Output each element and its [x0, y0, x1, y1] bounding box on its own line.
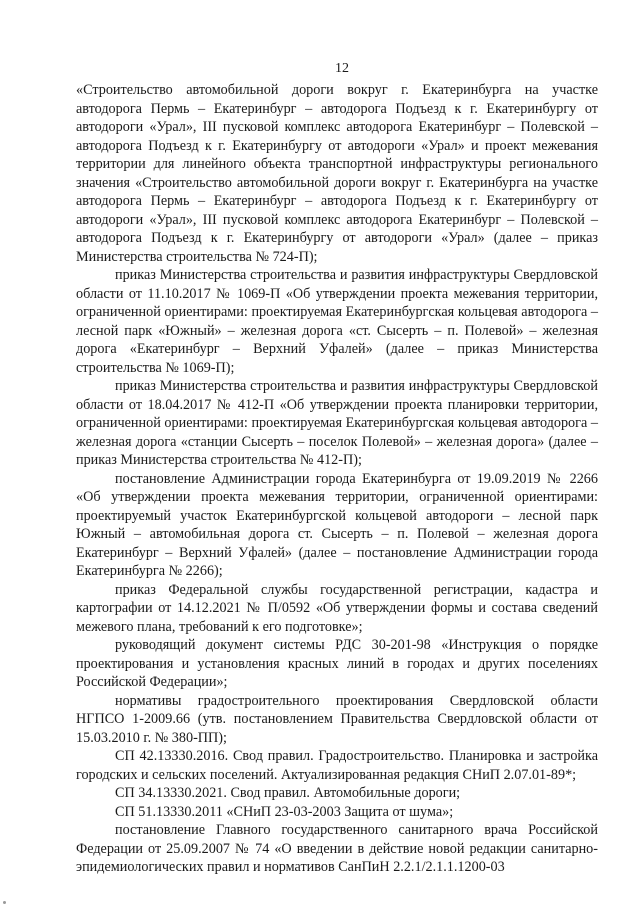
- paragraph: СП 34.13330.2021. Свод правил. Автомобильные дороги;: [115, 785, 461, 801]
- paragraph: «Строительство автомобильной дороги вокруг г. Екатеринбурга на участке автодорога Пермь – Екатеринбург – автодорога Подъезд к г. Екатеринбургу от автодороги «Урал», III пусковой комплекс автодорога Екатеринбург – Полевской – автодорога Подъезд к г. Екатеринбургу от автодороги «Урал» и проект межевания территории для линейного объекта транспортной инфраструктуры регионального значения «Строительство автомобильной дороги вокруг г. Екатеринбурга на участке автодорога Пермь – Екатеринбург – автодорога Подъезд к г. Екатеринбургу от автодороги «Урал», III пусковой комплекс автодорога Екатеринбург – Полевской – автодорога Подъезд к г. Екатеринбургу от автодороги «Урал» (далее – приказ Министерства строительства № 724-П);: [76, 82, 598, 265]
- document-body: [76, 81, 598, 877]
- paragraph: СП 51.13330.2011 «СНиП 23-03-2003 Защита от шума»;: [115, 803, 454, 820]
- paragraph: постановление Администрации города Екатеринбурга от 19.09.2019 № 2266 «Об утверждении проекта межевания территории, ограниченной ориентирами: проектируемый участок Екатеринбургской кольцевой автодороги – лесной парк Южный – автомобильная дорога ст. Сысерть – п. Полевой – железная дорога Екатеринбург – Верхний Уфалей» (далее – постановление Администрации города Екатеринбурга № 2266);: [76, 470, 598, 579]
- paragraph: приказ Федеральной службы государственной регистрации, кадастра и картографии от 14.12.2021 № П/0592 «Об утверждении формы и состава сведений межевого плана, требований к его подготовке»;: [76, 581, 598, 635]
- paragraph: СП 42.13330.2016. Свод правил. Градостроительство. Планировка и застройка городских и сельских поселений. Актуализированная редакция СНиП 2.07.01-89*;: [76, 748, 598, 783]
- paragraph: нормативы градостроительного проектирования Свердловской области НГПСО 1-2009.66 (утв. постановлением Правительства Свердловской области от 15.03.2010 г. № 380-ПП);: [76, 692, 598, 746]
- paragraph: постановление Главного государственного санитарного врача Российской Федерации от 25.09.2007 № 74 «О введении в действие новой редакции санитарно-эпидемиологических правил и нормативов СанПиН 2.2.1/2.1.1.1200-03: [76, 822, 598, 875]
- paragraph: приказ Министерства строительства и развития инфраструктуры Свердловской области от 11.10.2017 № 1069-П «Об утверждении проекта межевания территории, ограниченной ориентирами: проектируемая Екатеринбургская кольцевая автодорога – лесной парк «Южный» – железная дорога «ст. Сысерть – п. Полевой» – железная дорога «Екатеринбург – Верхний Уфалей» (далее – приказ Министерства строительства № 1069-П);: [76, 267, 598, 376]
- scan-edge-mark: [3, 901, 6, 904]
- paragraph: приказ Министерства строительства и развития инфраструктуры Свердловской области от 18.04.2017 № 412-П «Об утверждении проекта планировки территории, ограниченной ориентирами: проектируемая Екатеринбургская кольцевая автодорога – железная дорога «станции Сысерть – поселок Полевой» – железная дорога» (далее – приказ Министерства строительства № 412-П);: [76, 378, 598, 468]
- page-number: 12: [335, 61, 349, 76]
- paragraph: руководящий документ системы РДС 30-201-98 «Инструкция о порядке проектирования и установления красных линий в городах и других поселениях Российской Федерации»;: [76, 637, 598, 690]
